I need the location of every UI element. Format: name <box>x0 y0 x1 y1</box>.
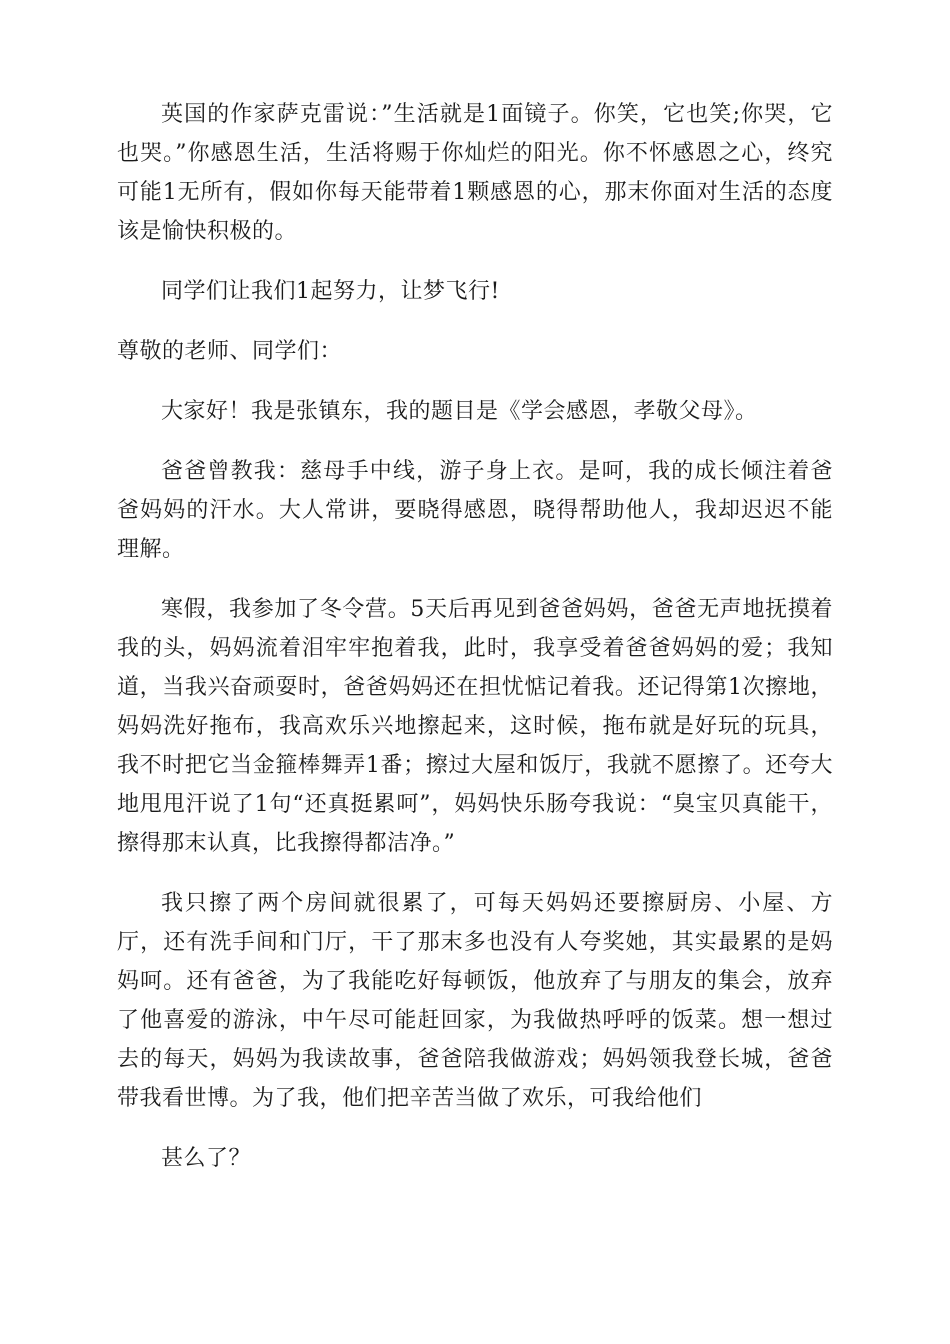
paragraph-greeting-title: 大家好！我是张镇东，我的题目是《学会感恩，孝敬父母》。 <box>161 399 758 424</box>
paragraph-father-taught: 爸爸曾教我：慈母手中线，游子身上衣。是呵，我的成长倾注着爸爸妈妈的汗水。大人常讲，要晓得感恩，晓得帮助他人，我却迟迟不能理解。 <box>117 459 833 562</box>
paragraph-question: 甚么了？ <box>161 1146 252 1171</box>
paragraph-mother-work: 我只擦了两个房间就很累了，可每天妈妈还要擦厨房、小屋、方厅，还有洗手间和门厅，干了那末多也没有人夸奖她，其实最累的是妈妈呵。还有爸爸，为了我能吃好每顿饭，他放弃了与朋友的集会，放弃了他喜爱的游泳，中午尽可能赶回家，为我做热呼呼的饭菜。想一想过去的每天，妈妈为我读故事，爸爸陪我做游戏；妈妈领我登长城，爸爸带我看世博。为了我，他们把辛苦当做了欢乐，可我给他们 <box>117 891 833 1111</box>
document-body <box>117 95 833 1178</box>
paragraph-salutation: 尊敬的老师、同学们： <box>117 339 343 364</box>
paragraph-winter-camp: 寒假，我参加了冬令营。5天后再见到爸爸妈妈，爸爸无声地抚摸着我的头，妈妈流着泪牢牢抱着我，此时，我享受着爸爸妈妈的爱；我知道，当我兴奋顽耍时，爸爸妈妈还在担忧惦记着我。还记得第1次擦地，妈妈洗好拖布，我高欢乐兴地擦起来，这时候，拖布就是好玩的玩具，我不时把它当金箍棒舞弄1番；擦过大屋和饭厅，我就不愿擦了。还夸大地甩甩汗说了1句“还真挺累呵”，妈妈快乐肠夸我说：“臭宝贝真能干，擦得那末认真，比我擦得都洁净。” <box>117 597 833 856</box>
paragraph-thackeray-quote: 英国的作家萨克雷说：”生活就是1面镜子。你笑，它也笑;你哭，它也哭。”你感恩生活，生活将赐于你灿烂的阳光。你不怀感恩之心，终究可能1无所有，假如你每天能带着1颗感恩的心，那末你面对生活的态度该是愉快积极的。 <box>117 102 833 244</box>
paragraph-dream-fly: 同学们让我们1起努力，让梦飞行! <box>161 279 500 304</box>
